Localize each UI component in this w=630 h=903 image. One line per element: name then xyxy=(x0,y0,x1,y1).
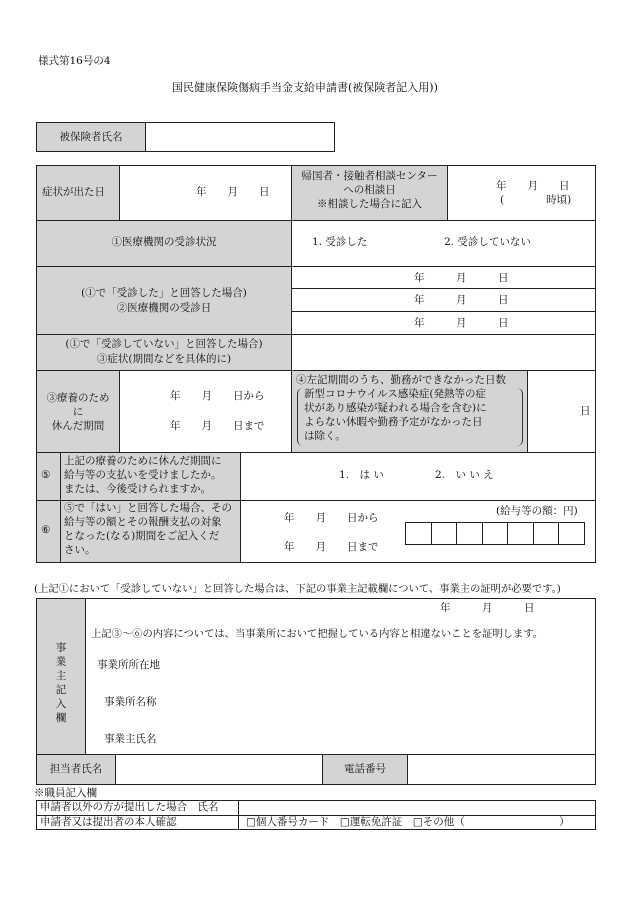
q2-date-2[interactable]: 年 月 日 xyxy=(414,294,509,306)
symptom-date[interactable]: 年 月 日 xyxy=(196,186,270,198)
leave-label-1: ③療養のため xyxy=(46,392,110,404)
q4-note-3: よらない休暇や勤務予定がなかった日 xyxy=(304,416,483,428)
amount-digit-box[interactable] xyxy=(533,522,560,545)
q2-label-bg xyxy=(37,267,291,334)
amount-digit-box[interactable] xyxy=(405,522,432,545)
q1-option-1[interactable]: 1. 受診した xyxy=(312,236,368,248)
contact-field[interactable] xyxy=(116,755,322,784)
insured-name-field[interactable] xyxy=(145,122,335,152)
insured-name-label: 被保険者氏名 xyxy=(59,131,123,143)
q5-text-1: 上記の療養のために休んだ期間に xyxy=(64,455,222,467)
q6-from[interactable]: 年 月 日から xyxy=(284,512,379,524)
q5-text-3: または、今後受けられますか。 xyxy=(64,483,211,495)
q4-note-2: 状があり感染が疑われる場合を含む)に xyxy=(304,402,487,414)
q6-number: ⑥ xyxy=(41,524,51,536)
q5-option-yes[interactable]: 1. は い xyxy=(339,469,384,481)
staff-title: ※職員記入欄 xyxy=(34,787,97,799)
q6-to[interactable]: 年 月 日まで xyxy=(284,541,379,553)
q5-text-2: 給与等の支払いを受けましたか。 xyxy=(64,469,222,481)
consult-time[interactable]: ( 時頃) xyxy=(500,194,572,206)
q2-date-3[interactable]: 年 月 日 xyxy=(414,317,509,329)
employer-side-label: 事 業 主 記 入 欄 xyxy=(55,642,67,724)
q4-days-unit[interactable]: 日 xyxy=(580,405,591,417)
employer-address-label: 事業所所在地 xyxy=(97,659,160,671)
leave-to[interactable]: 年 月 日まで xyxy=(170,420,265,432)
q2-date-1[interactable]: 年 月 日 xyxy=(414,272,509,284)
form-number: 様式第16号の4 xyxy=(38,55,111,67)
q6-text-1: ⑤で「はい」と回答した場合、その xyxy=(64,502,232,514)
staff-row2-label: 申請者又は提出者の本人確認 xyxy=(40,816,177,828)
q2-label-2: ②医療機関の受診日 xyxy=(116,302,212,314)
q6-amount-label: (給与等の額：円) xyxy=(496,505,578,517)
amount-digit-box[interactable] xyxy=(456,522,483,545)
staff-id-options[interactable]: □個人番号カード □運転免許証 □その他（ ） xyxy=(246,816,570,828)
staff-row1-field[interactable] xyxy=(239,801,595,814)
phone-field[interactable] xyxy=(408,755,595,784)
employer-name-label: 事業所名称 xyxy=(104,696,157,708)
q3-label-2: ③症状(期間などを具体的に) xyxy=(96,353,232,365)
phone-label: 電話番号 xyxy=(344,763,386,775)
q4-title: ④左記期間のうち、勤務ができなかった日数 xyxy=(296,374,506,386)
employer-notice: (上記①において「受診していない」と回答した場合は、下記の事業主記載欄について、事業主の証明が必要です。) xyxy=(34,583,561,595)
q6-text-4: さい。 xyxy=(64,544,96,556)
q2-label-1: (①で「受診した」と回答した場合) xyxy=(81,287,247,299)
leave-label-2: に xyxy=(72,406,84,418)
symptom-label: 症状が出た日 xyxy=(42,186,105,198)
leave-label-3: 休んだ期間 xyxy=(51,420,105,432)
form-title: 国民健康保険傷病手当金支給申請書(被保険者記入用)) xyxy=(172,81,438,94)
employer-certify-text: 上記③～⑥の内容については、当事業所において把握している内容と相違ないことを証明します。 xyxy=(91,628,544,640)
q4-note-4: は除く。 xyxy=(304,430,346,442)
q3-label-1: (①で「受診していない」と回答した場合) xyxy=(65,338,263,350)
contact-label: 担当者氏名 xyxy=(49,763,103,775)
consult-label-2: への相談日 xyxy=(343,184,396,196)
consult-date[interactable]: 年 月 日 xyxy=(496,180,570,192)
q1-label: ①医療機関の受診状況 xyxy=(111,236,217,248)
consult-label-1: 帰国者・接触者相談センター xyxy=(301,170,438,182)
leave-from[interactable]: 年 月 日から xyxy=(170,390,265,402)
q4-note-1: 新型コロナウイルス感染症(発熱等の症 xyxy=(304,388,486,400)
staff-row1-label: 申請者以外の方が提出した場合 氏名 xyxy=(40,801,219,813)
q5-option-no[interactable]: 2. い い え xyxy=(435,469,494,481)
q5-number: ⑤ xyxy=(41,469,51,481)
amount-digit-box[interactable] xyxy=(507,522,534,545)
consult-label-3: ※相談した場合に記入 xyxy=(317,198,422,210)
employer-owner-label: 事業主氏名 xyxy=(104,733,157,745)
q6-text-3: となった(なる)期間をご記入くだ xyxy=(64,530,220,542)
amount-digit-box[interactable] xyxy=(482,522,509,545)
employer-date[interactable]: 年 月 日 xyxy=(440,602,535,614)
q1-option-2[interactable]: 2. 受診していない xyxy=(444,236,531,248)
q6-text-2: 給与等の額とその報酬支払の対象 xyxy=(64,516,222,528)
amount-digit-box[interactable] xyxy=(558,522,585,545)
insured-name-label-cell xyxy=(36,122,146,152)
amount-digit-box[interactable] xyxy=(431,522,458,545)
